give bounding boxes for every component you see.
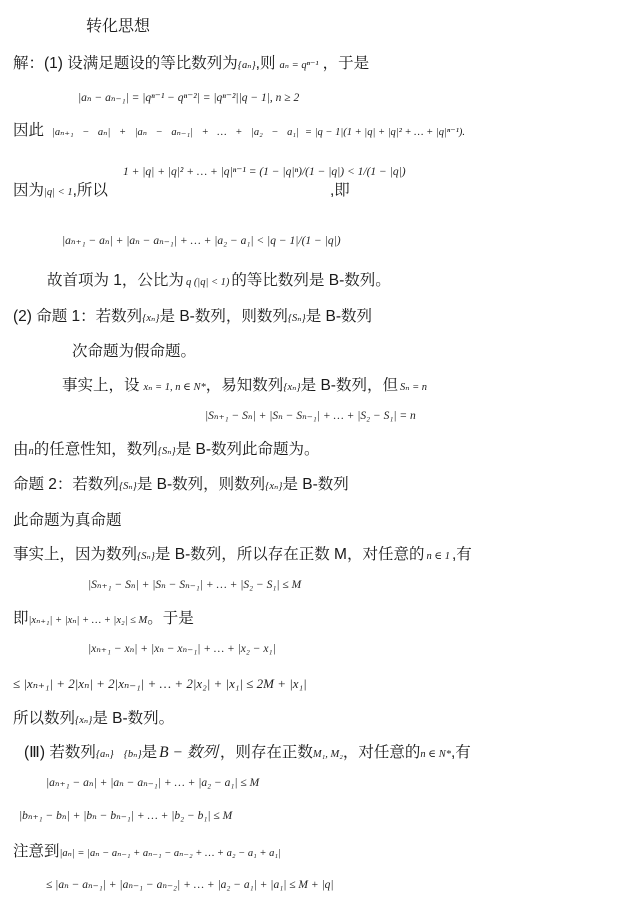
formula: {aₙ} [95, 749, 114, 760]
text: 此命题为真命题 [13, 512, 122, 529]
formula: aₙ = qⁿ⁻¹ [279, 60, 319, 71]
part1-line2 [13, 121, 465, 143]
formula: {xₙ} [283, 382, 301, 393]
formula-1: |aₙ − aₙ₋₁| = |qⁿ⁻¹ − qⁿ⁻²| = |qⁿ⁻²||q − 1|, n ≥ 2 [78, 92, 300, 104]
text: 命题 2：若数列 [13, 476, 119, 493]
text: 是 B-数列，但 [300, 377, 398, 394]
text: ，对任意的 [342, 744, 421, 761]
formula: = |q − 1|(1 + |q| + |q|² + … + |q|ⁿ⁻¹). [304, 127, 465, 138]
formula: q (|q| < 1) [185, 277, 230, 288]
text: 的等比数列是 B-数列。 [231, 272, 391, 289]
text: ，则存在正数 [219, 744, 313, 761]
text: 即 [13, 610, 29, 627]
text: ，易知数列 [205, 377, 284, 394]
text: 是 B-数列，则数列 [136, 476, 266, 493]
formula: n ∈ N* [420, 749, 451, 760]
part2-line3 [62, 376, 427, 398]
text: (2) 命题 1：若数列 [13, 308, 143, 325]
formula: {Sₙ} [137, 551, 155, 562]
formula: M₁, M₂ [312, 749, 343, 760]
formula: xₙ = 1, n ∈ N* [143, 382, 206, 393]
formula-7: |aₙ₊₁ − aₙ| + |aₙ − aₙ₋₁| + … + |a₂ − a₁| ≤ M [46, 777, 260, 789]
formula-8: |bₙ₊₁ − bₙ| + |bₙ − bₙ₋₁| + … + |b₂ − b₁| ≤ M [19, 810, 233, 822]
formula: {aₙ} [237, 60, 256, 71]
text: 因此 [13, 122, 45, 139]
part2-line9 [13, 709, 174, 731]
text: (Ⅲ) 若数列 [24, 744, 96, 761]
text: 的任意性知，数列 [33, 441, 158, 458]
part2-line4 [13, 440, 320, 462]
formula: {Sₙ} [118, 481, 137, 492]
formula: {bₙ} [123, 749, 142, 760]
text: 是 B-数列 [282, 476, 349, 493]
text: ,有 [450, 744, 471, 761]
formula-3: |Sₙ₊₁ − Sₙ| + |Sₙ − Sₙ₋₁| + … + |S₂ − S₁| = n [205, 410, 416, 422]
formula: |aₙ| = |aₙ − aₙ₋₁ + aₙ₋₁ − aₙ₋₂ + … + a₂ − a₁ + a₁| [59, 848, 281, 859]
page-title: 转化思想 [86, 18, 151, 35]
formula-9: ≤ |aₙ − aₙ₋₁| + |aₙ₋₁ − aₙ₋₂| + … + |a₂ − a₁| + |a₁| ≤ M + |q| [46, 879, 334, 891]
part2-line7 [13, 545, 472, 567]
part1-line3 [13, 181, 108, 203]
text: ,所以 [72, 182, 108, 199]
part2-line1 [13, 307, 372, 329]
text: 是 B-数列。 [92, 710, 175, 727]
text: 是 B-数列此命题为。 [175, 441, 320, 458]
text: 是 [141, 744, 158, 761]
formula: Sₙ = n [399, 382, 428, 393]
text: ,即 [330, 182, 350, 199]
text: 由 [13, 441, 29, 458]
formula: n [28, 446, 34, 457]
text: ,有 [451, 546, 472, 563]
formula-2: |aₙ₊₁ − aₙ| + |aₙ − aₙ₋₁| + … + |a₂ − a₁| < |q − 1|/(1 − |q|) [62, 235, 341, 247]
text: 是 B-数列，所以存在正数 M，对任意的 [154, 546, 425, 563]
text: 解：(1) 设满足题设的等比数列为 [13, 55, 238, 72]
formula: {Sₙ} [157, 446, 176, 457]
formula: |aₙ₊₁ − aₙ| + |aₙ − aₙ₋₁| + … + |a₂ − a₁| [52, 127, 299, 138]
text: 事实上，因为数列 [13, 546, 138, 563]
part2-line5 [13, 475, 349, 497]
text: 故首项为 1，公比为 [47, 272, 184, 289]
text: 所以数列 [13, 710, 76, 727]
part2-line8 [13, 609, 194, 631]
formula: {xₙ} [265, 481, 283, 492]
text: ，于是 [322, 55, 370, 72]
text: 是 B-数列 [305, 308, 373, 325]
part3-line1 [24, 743, 471, 765]
text: 。于是 [147, 610, 194, 627]
text: ,则 [255, 55, 276, 72]
formula: n ∈ 1 [426, 551, 450, 562]
formula-5: |xₙ₊₁ − xₙ| + |xₙ − xₙ₋₁| + … + |x₂ − x₁| [88, 643, 276, 655]
formula: {xₙ} [142, 313, 160, 324]
part3-line2 [13, 842, 281, 864]
formula: |xₙ₊₁| + |xₙ| + … + |x₂| ≤ M [28, 615, 148, 626]
formula-geom-sum: 1 + |q| + |q|² + … + |q|ⁿ⁻¹ = (1 − |q|ⁿ)/(1 − |q|) < 1/(1 − |q|) [123, 166, 406, 178]
formula-6: ≤ |xₙ₊₁| + 2|xₙ| + 2|xₙ₋₁| + … + 2|x₂| + |x₁| ≤ 2M + |x₁| [13, 676, 307, 691]
text: 是 B-数列，则数列 [159, 308, 288, 325]
text: 事实上，设 [62, 377, 140, 394]
text: 因为 [13, 182, 45, 199]
formula: {Sₙ} [287, 313, 306, 324]
formula: B − 数列 [159, 744, 218, 761]
part1-line4 [47, 271, 391, 293]
text: 次命题为假命题。 [72, 343, 197, 360]
formula-4: |Sₙ₊₁ − Sₙ| + |Sₙ − Sₙ₋₁| + … + |S₂ − S₁| ≤ M [88, 579, 302, 591]
formula: |q| < 1 [44, 187, 73, 198]
formula: {xₙ} [75, 715, 93, 726]
text: 注意到 [13, 843, 60, 860]
part1-line1 [13, 54, 369, 76]
